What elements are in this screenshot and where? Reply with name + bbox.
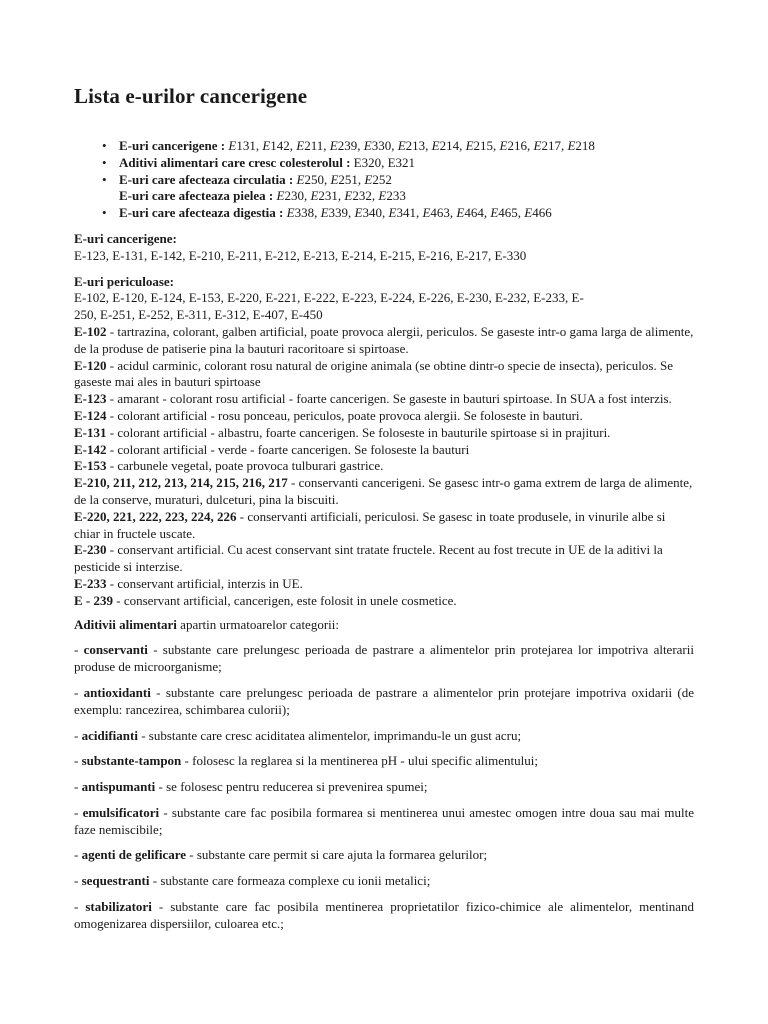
entry-code: E - 239 — [74, 592, 113, 608]
section-heading: E-uri cancerigene: — [74, 230, 177, 246]
entry-item — [74, 576, 694, 593]
category-text: - substante care cresc aciditatea alimentelor, imprimandu-le un gust acru; — [137, 727, 522, 743]
entry-item — [74, 358, 694, 392]
bullet-icon: • — [102, 154, 107, 170]
entry-text: - conservanti cancerigeni. Se gasesc intr-o gama extrem de larga de alimente, de la conserve, muraturi, dulceturi, pina la biscuiti. — [74, 475, 693, 507]
category-name: agenti de gelificare — [81, 847, 187, 863]
section-text: E-102, E-120, E-124, E-153, E-220, E-221, E-222, E-223, E-224, E-226, E-230, E-232, E-233, E- — [74, 290, 584, 306]
bullet-icon: • — [102, 138, 107, 153]
category-name: substante-tampon — [81, 753, 182, 769]
e-code: E214 — [431, 138, 460, 153]
entry-text: - colorant artificial - albastru, foarte cancerigen. Se foloseste in bauturile spirtoase si in prajituri. — [106, 424, 611, 440]
category-item: - sequestranti - substante care formeaza complexe cu ionii metalici; — [74, 873, 431, 889]
category-name: antispumanti — [81, 779, 156, 795]
document-body — [74, 138, 694, 933]
category-list — [74, 642, 694, 932]
e-code: E231 — [310, 188, 338, 204]
e-code: E465 — [490, 205, 518, 221]
entry-text: - conservanti artificiali, periculosi. Se gasesc in toate produsele, in vinurile albe si chiar in fructele uscate. — [74, 508, 666, 541]
bullet-text: E320, E321 — [350, 154, 416, 170]
intro-text: apartin urmatoarelor categorii: — [176, 616, 339, 632]
list-item — [102, 154, 694, 172]
entry-text: - conservant artificial, interzis in UE. — [106, 575, 303, 591]
category-item: - stabilizatori - substante care fac posibila mentinerea proprietatilor fizico-chimice ale alimentelor, mentinand omogenizarea dispersiilor, culoarea etc.; — [74, 899, 694, 931]
e-code: E142 — [262, 138, 290, 153]
page-title: Lista e-urilor cancerigene — [74, 84, 308, 108]
category-text: - substante care permit si care ajuta la formarea gelurilor; — [186, 847, 488, 863]
entry-item — [74, 458, 694, 475]
bullet-label: E-uri care afecteaza pielea : — [119, 188, 274, 204]
entry-code: E-131 — [74, 424, 107, 440]
list-item — [102, 171, 694, 206]
category-name: acidifianti — [81, 727, 138, 743]
category-item: - substante-tampon - folosesc la reglarea si la mentinerea pH - ului specific alimentului; — [74, 753, 538, 769]
entry-code: E-210, 211, 212, 213, 214, 215, 216, 217 — [74, 475, 288, 491]
list-item — [102, 138, 694, 155]
entry-item — [74, 442, 694, 459]
entry-item — [74, 425, 694, 442]
entry-text: - colorant artificial - verde - foarte cancerigen. Se foloseste la bauturi — [106, 441, 470, 457]
category-text: - substante care prelungesc perioada de pastrare a alimentelor prin protejarea lor impotriva alterarii produse de microorganisme; — [74, 642, 694, 675]
e-code: E463 — [422, 205, 450, 221]
e-code: E233 — [378, 188, 406, 204]
entry-item — [74, 593, 694, 610]
category-text: - folosesc la reglarea si la mentinerea pH - ului specific alimentului; — [181, 753, 538, 769]
e-code: E239 — [329, 138, 358, 153]
e-code: E251 — [330, 171, 358, 187]
cancer-section — [74, 231, 694, 265]
category-name: emulsificatori — [82, 804, 160, 820]
e-code: E230 — [276, 188, 304, 204]
entry-text: - carbunele vegetal, poate provoca tulburari gastrice. — [106, 458, 384, 474]
entry-text: - conservant artificial, cancerigen, este folosit in unele cosmetice. — [113, 592, 457, 608]
entry-code: E-142 — [74, 441, 107, 457]
category-text: - se folosesc pentru reducerea si prevenirea spumei; — [155, 779, 428, 795]
section-text: 250, E-251, E-252, E-311, E-312, E-407, E-450 — [74, 307, 323, 323]
list-item — [102, 205, 694, 222]
e-code: E213 — [397, 138, 426, 153]
e-code: E211 — [296, 138, 324, 153]
intro-bold: Aditivii alimentari — [74, 616, 177, 632]
entry-code: E-233 — [74, 575, 107, 591]
e-code: E232 — [344, 188, 372, 204]
bullet-icon: • — [102, 205, 107, 221]
category-item: - acidifianti - substante care cresc aciditatea alimentelor, imprimandu-le un gust acru; — [74, 727, 522, 743]
category-text: - substante care formeaza complexe cu ionii metalici; — [149, 873, 431, 889]
section-text: E-123, E-131, E-142, E-210, E-211, E-212, E-213, E-214, E-215, E-216, E-217, E-330 — [74, 247, 527, 263]
category-item: - emulsificatori - substante care fac posibila formarea si mentinerea unui amestec omogen intre doua sau mai multe faze nemiscibile; — [74, 804, 694, 837]
summary-list — [74, 138, 694, 222]
additives-intro — [74, 617, 694, 634]
e-code: E215 — [465, 138, 494, 153]
e-code: E250 — [296, 171, 324, 187]
e-code: E218 — [567, 138, 595, 153]
bullet-label: E-uri cancerigene : — [119, 138, 226, 153]
entry-code: E-102 — [74, 323, 107, 339]
entry-code: E-123 — [74, 391, 107, 407]
category-item: - antispumanti - se folosesc pentru reducerea si prevenirea spumei; — [74, 779, 428, 795]
e-code: E339 — [320, 205, 349, 221]
entry-text: - tartrazina, colorant, galben artificial, poate provoca alergii, periculos. Se gaseste intr-o gama larga de alimente, de la produse de patiserie pina la bauturi racoritoare si spirtoase. — [74, 323, 694, 356]
entry-text: - amarant - colorant rosu artificial - foarte cancerigen. Se gaseste in bauturi spirtoase. In SUA a fost interzis. — [106, 391, 672, 407]
entry-item — [74, 475, 694, 509]
e-code: E252 — [364, 171, 392, 187]
entry-item — [74, 408, 694, 425]
entry-text: - colorant artificial - rosu ponceau, periculos, poate provoca alergii. Se foloseste in bauturi. — [106, 407, 583, 423]
category-name: antioxidanti — [83, 684, 151, 700]
e-code: E341 — [388, 205, 416, 221]
e-code-list: E250, E251, E252 — [296, 171, 392, 187]
entry-code: E-120 — [74, 357, 107, 373]
entry-text: - acidul carminic, colorant rosu natural de origine animala (se obtine dintr-o specie de insecta), periculos. Se gaseste mai ales in bauturi spirtoase — [74, 357, 673, 390]
entry-item — [74, 542, 694, 576]
category-item: - conservanti - substante care prelungesc perioada de pastrare a alimentelor prin protejarea lor impotriva alterarii produse de microorganisme; — [74, 642, 694, 675]
category-text: - substante care prelungesc perioada de pastrare a alimentelor prin protejare impotriva oxidarii (de exemplu: rancezirea, schimbarea culorii); — [74, 684, 694, 717]
e-code: E131 — [228, 138, 256, 153]
e-code: E338 — [286, 205, 315, 221]
entry-code: E-230 — [74, 542, 107, 558]
entry-text: - conservant artificial. Cu acest conservant sint tratate fructele. Recent au fost trecute in UE de la aditivi la pesticide si interzise. — [74, 542, 663, 575]
entry-item — [74, 391, 694, 408]
bullet-label: E-uri care afecteaza circulatia : — [119, 171, 294, 187]
e-code: E464 — [456, 205, 484, 221]
entry-item — [74, 324, 694, 358]
category-text: - substante care fac posibila mentinerea proprietatilor fizico-chimice ale alimentelor, mentinand omogenizarea dispersiilor, culoarea etc.; — [74, 899, 694, 931]
e-code-list: E230, E231, E232, E233 — [276, 188, 406, 204]
e-code: E216 — [499, 138, 527, 153]
bullet-label: Aditivi alimentari care cresc colesterolul : — [119, 154, 351, 170]
category-item: - antioxidanti - substante care prelungesc perioada de pastrare a alimentelor prin protejare impotriva oxidarii (de exemplu: rancezirea, schimbarea culorii); — [74, 684, 694, 717]
e-code: E330 — [363, 138, 392, 153]
bullet-icon: • — [102, 171, 107, 187]
section-heading: E-uri periculoase: — [74, 273, 175, 289]
e-code: E217 — [533, 138, 561, 153]
bullet-label: E-uri care afecteaza digestia : — [119, 205, 284, 221]
category-name: sequestranti — [81, 873, 150, 889]
entry-code: E-153 — [74, 458, 107, 474]
category-item: - agenti de gelificare - substante care permit si care ajuta la formarea gelurilor; — [74, 847, 488, 863]
entry-code: E-220, 221, 222, 223, 224, 226 — [74, 508, 237, 524]
entry-list — [74, 324, 694, 610]
danger-section — [74, 274, 694, 610]
entry-item — [74, 509, 694, 543]
e-code-list: E338, E339, E340, E341, E463, E464, E465, E466 — [286, 205, 552, 221]
e-code-list: E131, E142, E211, E239, E330, E213, E214, E215, E216, E217, E218 — [228, 138, 595, 153]
e-code: E340 — [354, 205, 382, 221]
entry-code: E-124 — [74, 407, 107, 423]
category-text: - substante care fac posibila formarea si mentinerea unui amestec omogen intre doua sau mai multe faze nemiscibile; — [74, 804, 694, 837]
category-name: stabilizatori — [85, 899, 152, 915]
e-code: E466 — [524, 205, 552, 221]
category-name: conservanti — [83, 642, 148, 658]
